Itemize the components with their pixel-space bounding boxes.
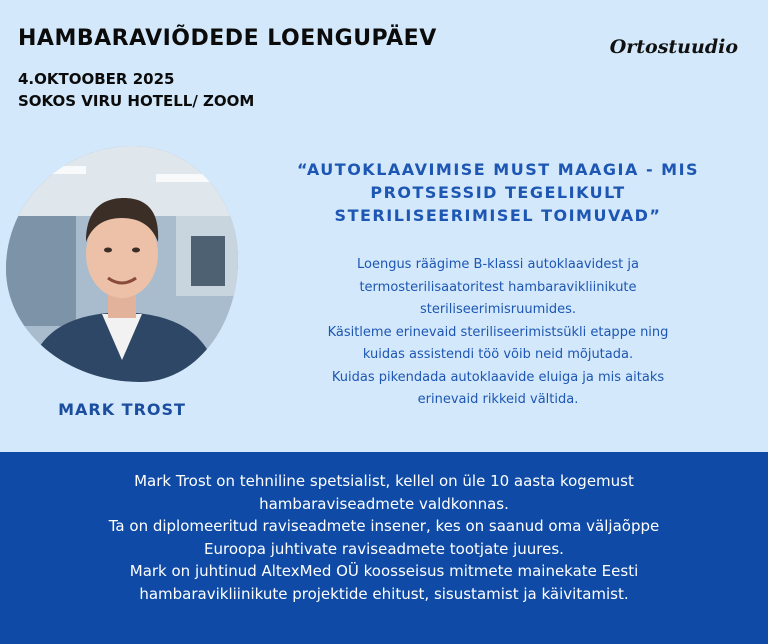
event-title: HAMBARAVIÕDEDE LOENGUPÄEV — [18, 26, 437, 51]
eye-left — [104, 248, 112, 253]
event-venue: SOKOS VIRU HOTELL/ ZOOM — [18, 92, 255, 110]
event-date: 4.OKTOOBER 2025 — [18, 70, 175, 88]
talk-title-line: “AUTOKLAAVIMISE MUST MAAGIA - MIS — [296, 160, 700, 179]
bio-line: hambaravikliinikute projektide ehitust, sisustamist ja käivitamist. — [139, 584, 629, 603]
bio-line: Ta on diplomeeritud raviseadmete insener, kes on saanud oma väljaõppe — [108, 517, 660, 535]
talk-description-line: kuidas assistendi töö võib neid mõjutada. — [362, 347, 634, 362]
bio-line: Mark on juhtinud AltexMed OÜ koosseisus mitmete mainekate Eesti — [129, 562, 639, 580]
talk-description-line: Kuidas pikendada autoklaavide eluiga ja mis aitaks — [331, 369, 665, 385]
bio-line: Mark Trost on tehniline spetsialist, kellel on üle 10 aasta kogemust — [134, 472, 634, 490]
talk-title — [248, 158, 748, 227]
speaker-name: MARK TROST — [58, 400, 186, 419]
bio-line: Euroopa juhtivate raviseadmete tootjate juures. — [204, 539, 564, 558]
window-left — [6, 216, 76, 326]
talk-title-line: PROTSESSID TEGELIKULT — [370, 183, 626, 202]
talk-title-line: STERILISEERIMISEL TOIMUVAD” — [334, 206, 662, 225]
talk-description-line: Käsitleme erinevaid steriliseerimistsükli etappe ning — [327, 324, 669, 340]
monitor — [191, 236, 225, 286]
talk-description-line: erinevaid rikkeid vältida. — [417, 392, 579, 407]
talk-description-line: Loengus räägime B-klassi autoklaavidest ja — [356, 257, 639, 272]
talk-description-line: steriliseerimisruumides. — [419, 302, 577, 317]
bio-line: hambaraviseadmete valdkonnas. — [259, 494, 509, 513]
talk-description — [248, 254, 748, 412]
eye-right — [132, 248, 140, 253]
speaker-bio — [0, 470, 768, 605]
talk-description-line: termosterilisaatoritest hambaravikliinikute — [359, 279, 637, 295]
brand-logo: Ortostuudio — [609, 36, 738, 58]
